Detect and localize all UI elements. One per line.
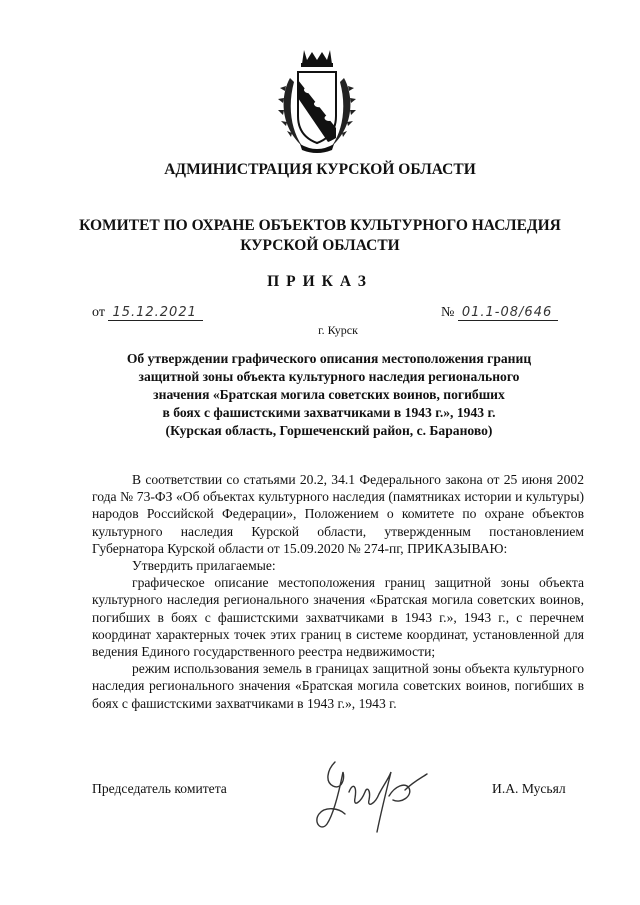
body-paragraph-approve: Утвердить прилагаемые:: [132, 558, 276, 574]
date-prefix: от: [92, 305, 105, 320]
signatory-position: Председатель комитета: [92, 781, 227, 796]
kursk-coat-of-arms-icon: [276, 46, 358, 156]
order-title: [94, 350, 564, 440]
title-line4: в боях с фашистскими захватчиками в 1943 г.», 1943 г.: [162, 405, 496, 420]
order-body: [92, 471, 584, 712]
body-paragraph-land-use-regime: режим использования земель в границах защитной зоны объекта культурного наследия регионального значения «Братская могила советских воинов, погибших в боях с фашистскими захватчиками в 1943 г.», 1943 г.: [92, 661, 584, 711]
title-line3: значения «Братская могила советских воинов, погибших: [153, 387, 505, 402]
number-prefix: №: [441, 305, 455, 320]
committee-heading-line1: КОМИТЕТ ПО ОХРАНЕ ОБЪЕКТОВ КУЛЬТУРНОГО НАСЛЕДИЯ: [79, 217, 561, 234]
crown-icon: [301, 50, 333, 67]
title-line1: Об утверждении графического описания местоположения границ: [126, 351, 532, 366]
number-value: 01.1-08/646: [458, 305, 558, 321]
title-line5: (Курская область, Горшеченский район, с. Бараново): [165, 423, 493, 438]
order-date: [92, 305, 203, 321]
body-paragraph-legal-basis: В соответствии со статьями 20.2, 34.1 Федерального закона от 25 июня 2002 года № 73-ФЗ «Об объектах культурного наследия (памятниках истории и культуры) народов Российской Федерации», Положением о комитете по охране объектов культурного наследия Курской области, утвержденным постановлением Губернатора Курской области от 15.09.2020 № 274-пг, ПРИКАЗЫВАЮ:: [92, 472, 584, 556]
date-value: 15.12.2021: [108, 305, 202, 321]
signatory-name: И.А. Мусьял: [492, 781, 566, 796]
body-paragraph-graphic-description: графическое описание местоположения границ защитной зоны объекта культурного наследия регионального значения «Братская могила советских воинов, погибших в боях с фашистскими захватчиками в 1943 г.», 1943 г., с перечнем координат характерных точек этих границ в системе координат, установленной для ведения Единого государственного реестра недвижимости;: [92, 575, 584, 660]
title-line2: защитной зоны объекта культурного наследия регионального: [138, 369, 520, 384]
committee-heading: [0, 216, 640, 256]
document-type: ПРИКАЗ: [267, 273, 373, 290]
handwritten-signature-icon: [305, 752, 435, 842]
administration-heading: АДМИНИСТРАЦИЯ КУРСКОЙ ОБЛАСТИ: [164, 161, 476, 178]
order-number: [441, 305, 558, 321]
committee-heading-line2: КУРСКОЙ ОБЛАСТИ: [240, 237, 400, 254]
city-label: г. Курск: [318, 323, 358, 337]
